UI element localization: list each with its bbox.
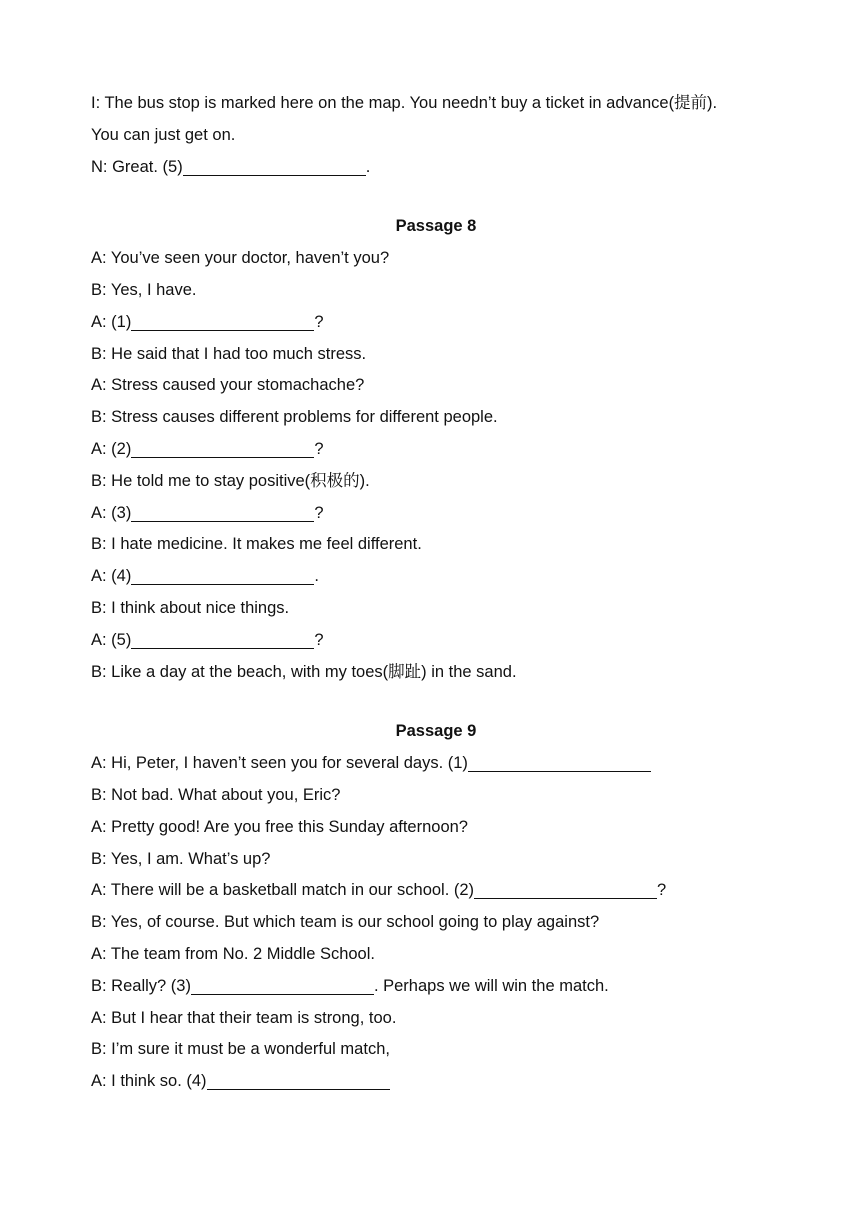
dialogue-line: [91, 625, 781, 657]
dialogue-line: [91, 748, 781, 780]
dialogue-text: A: (5): [91, 630, 132, 649]
dialogue-text: B: I think about nice things.: [91, 598, 290, 617]
dialogue-line: [91, 907, 781, 939]
dialogue-text: B: Yes, I have.: [91, 280, 197, 299]
answer-blank[interactable]: [207, 1071, 390, 1090]
dialogue-line: [91, 402, 781, 434]
dialogue-line: [91, 844, 781, 876]
dialogue-text: B: Really? (3): [91, 976, 191, 995]
dialogue-text: A: There will be a basketball match in our school. (2): [91, 881, 475, 900]
dialogue-text: B: Like a day at the beach, with my toes(脚趾) in the sand.: [91, 662, 517, 681]
dialogue-text: A: The team from No. 2 Middle School.: [91, 944, 375, 963]
dialogue-text-after: ?: [314, 439, 324, 458]
dialogue-text: B: Stress causes different problems for different people.: [91, 408, 498, 427]
passage-8-title: Passage 8: [395, 217, 477, 236]
dialogue-line: [91, 971, 781, 1003]
dialogue-text: B: Yes, of course. But which team is our school going to play against?: [91, 913, 600, 932]
dialogue-text: A: I think so. (4): [91, 1072, 207, 1091]
dialogue-text-after: .: [365, 157, 371, 176]
section-spacer: [91, 183, 781, 211]
section-spacer: [91, 688, 781, 716]
dialogue-line: [91, 370, 781, 402]
dialogue-line: [91, 339, 781, 371]
dialogue-text: B: Not bad. What about you, Eric?: [91, 785, 341, 804]
dialogue-line: [91, 939, 781, 971]
dialogue-text: B: I hate medicine. It makes me feel different.: [91, 535, 422, 554]
answer-blank[interactable]: [131, 630, 314, 649]
dialogue-text: A: (3): [91, 503, 132, 522]
dialogue-line: [91, 1003, 781, 1035]
passage-9-title: Passage 9: [395, 722, 477, 741]
dialogue-line: [91, 88, 781, 120]
dialogue-text: B: Yes, I am. What’s up?: [91, 849, 271, 868]
dialogue-text: A: But I hear that their team is strong, too.: [91, 1008, 397, 1027]
dialogue-line: [91, 593, 781, 625]
answer-blank[interactable]: [131, 566, 314, 585]
dialogue-text-after: . Perhaps we will win the match.: [373, 976, 609, 995]
dialogue-text: B: I’m sure it must be a wonderful match,: [91, 1040, 390, 1059]
dialogue-line: [91, 434, 781, 466]
dialogue-text: A: (4): [91, 567, 132, 586]
dialogue-line: [91, 275, 781, 307]
dialogue-line: [91, 307, 781, 339]
dialogue-text-after: ?: [314, 503, 324, 522]
dialogue-text: I: The bus stop is marked here on the map. You needn’t buy a ticket in advance(提前).: [91, 94, 718, 112]
dialogue-line: [91, 152, 781, 184]
dialogue-line: [91, 466, 781, 498]
dialogue-text: You can just get on.: [91, 125, 236, 144]
dialogue-text-after: ?: [314, 312, 324, 331]
dialogue-line: [91, 529, 781, 561]
dialogue-text: N: Great. (5): [91, 157, 183, 176]
dialogue-line: [91, 561, 781, 593]
dialogue-line: [91, 120, 781, 152]
answer-blank[interactable]: [131, 503, 314, 522]
dialogue-text: A: Pretty good! Are you free this Sunday afternoon?: [91, 817, 468, 836]
answer-blank[interactable]: [474, 880, 657, 899]
dialogue-line: [91, 812, 781, 844]
dialogue-text: B: He said that I had too much stress.: [91, 344, 367, 363]
dialogue-line: [91, 498, 781, 530]
dialogue-line: [91, 780, 781, 812]
worksheet-content: [91, 88, 781, 1098]
answer-blank[interactable]: [468, 753, 651, 772]
dialogue-text: B: He told me to stay positive(积极的).: [91, 471, 370, 490]
dialogue-line: [91, 243, 781, 275]
answer-blank[interactable]: [183, 157, 366, 176]
dialogue-line: [91, 1034, 781, 1066]
answer-blank[interactable]: [191, 976, 374, 995]
dialogue-line: [91, 875, 781, 907]
dialogue-text-after: ?: [314, 630, 324, 649]
dialogue-text: A: (2): [91, 439, 132, 458]
dialogue-text: A: (1): [91, 312, 132, 331]
dialogue-line: [91, 1066, 781, 1098]
answer-blank[interactable]: [131, 312, 314, 331]
dialogue-text: A: Hi, Peter, I haven’t seen you for several days. (1): [91, 754, 468, 773]
answer-blank[interactable]: [131, 439, 314, 458]
dialogue-text: A: You’ve seen your doctor, haven’t you?: [91, 249, 390, 268]
dialogue-text-after: .: [314, 567, 319, 586]
dialogue-line: [91, 657, 781, 689]
dialogue-text-after: ?: [657, 881, 667, 900]
dialogue-text: A: Stress caused your stomachache?: [91, 376, 365, 395]
